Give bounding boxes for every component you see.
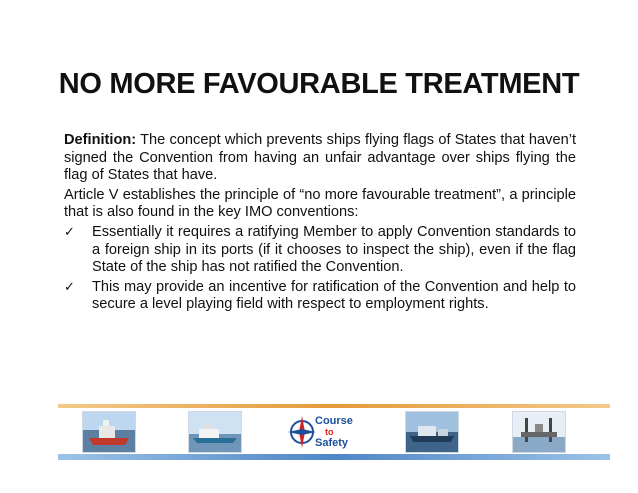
footer-blue-bar <box>58 454 610 460</box>
definition-text: The concept which prevents ships flying flags of States that haven’t signed the Convention from having an unfair advantage over ships flying the flag of States that have. <box>64 132 576 184</box>
article-paragraph: Article V establishes the principle of “no more favourable treatment”, a principle that is also found in the key IMO conventions: <box>64 186 576 221</box>
bullet-text: This may provide an incentive for ratification of the Convention and help to secure a level playing field with respect to employment rights. <box>92 278 576 313</box>
bullet-item <box>64 224 576 277</box>
footer-orange-bar <box>58 404 610 408</box>
logo-line-2: to <box>325 427 334 437</box>
bullet-text: Essentially it requires a ratifying Member to apply Convention standards to a foreign ship in its ports (if it chooses to inspect the ship), even if the flag State of the ship has not ratified the Convention. <box>92 223 576 276</box>
bullet-list <box>64 224 576 314</box>
course-to-safety-logo <box>288 410 378 454</box>
slide-body <box>64 132 576 314</box>
definition-paragraph <box>64 132 576 185</box>
slide-title: NO MORE FAVOURABLE TREATMENT <box>58 68 580 100</box>
oil-rig-photo-icon <box>512 411 566 453</box>
checkmark-icon: ✓ <box>64 279 75 295</box>
ship-photo-icon <box>82 411 136 453</box>
logo-line-3: Safety <box>315 437 349 449</box>
logo-line-1: Course <box>315 415 353 427</box>
cargo-ship-photo-icon <box>405 411 459 453</box>
bullet-item <box>64 279 576 314</box>
checkmark-icon: ✓ <box>64 224 75 240</box>
supply-vessel-photo-icon <box>188 411 242 453</box>
definition-label: Definition: <box>64 132 137 148</box>
